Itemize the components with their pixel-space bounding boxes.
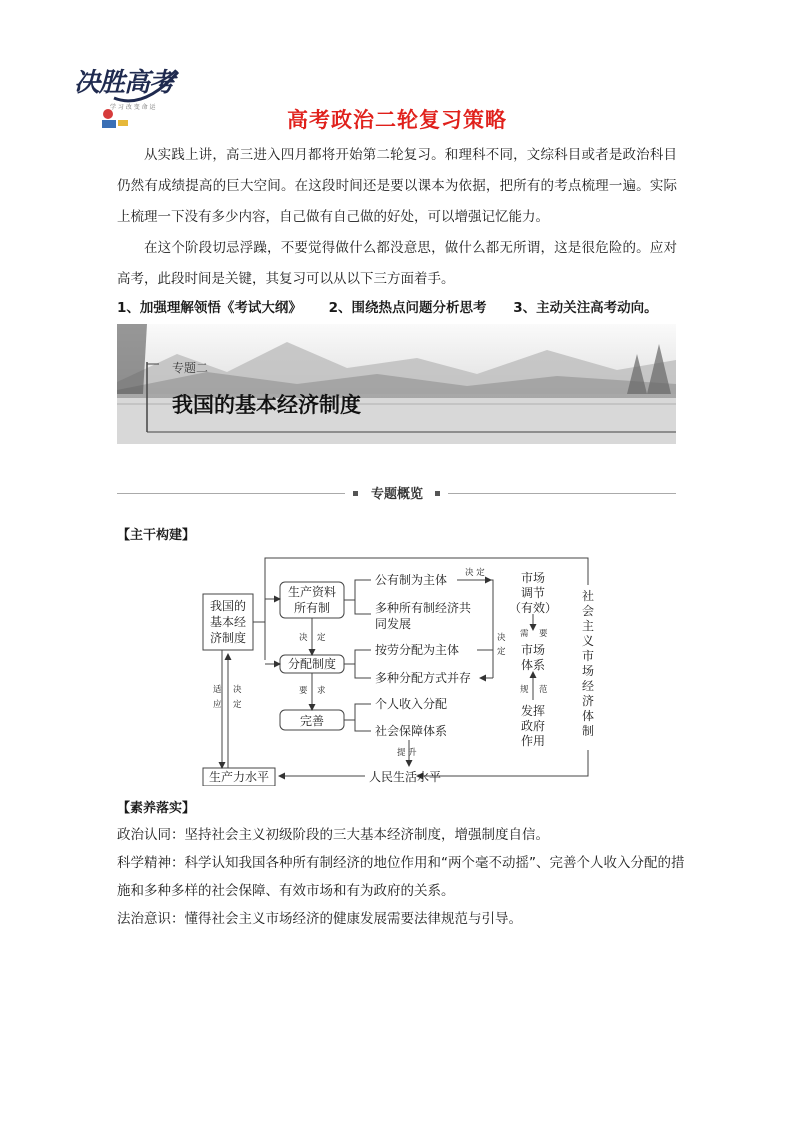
banner-title: 我国的基本经济制度 <box>172 393 361 417</box>
logo-subtext: 学 习 改 变 命 运 <box>110 104 156 111</box>
relation-label: 决 <box>233 685 242 695</box>
relation-label: 应 <box>213 700 222 710</box>
relation-label: 定 <box>317 633 326 643</box>
socialist-market-char: 制 <box>581 724 595 738</box>
overview-divider <box>117 483 676 505</box>
section-heading-literacy: 【素养落实】 <box>117 801 196 816</box>
basic-system-line: 我国的 <box>209 599 247 613</box>
divider-dot <box>353 491 358 496</box>
labor-distribution-label: 按劳分配为主体 <box>375 643 460 657</box>
market-regulation-line: （有效） <box>508 601 558 615</box>
socialist-market-char: 会 <box>581 604 595 618</box>
socialist-market-char: 体 <box>581 709 595 723</box>
public-ownership-label: 公有制为主体 <box>375 573 448 587</box>
overview-label: 专题概览 <box>370 487 423 502</box>
market-system-line: 体系 <box>520 658 546 672</box>
relation-label: 定 <box>233 700 242 710</box>
method-item: 3、主动关注高考动向。 <box>513 300 658 316</box>
socialist-market-char: 义 <box>581 634 595 648</box>
divider-line <box>117 493 345 494</box>
literacy-item: 法治意识：懂得社会主义市场经济的健康发展需要法律规范与引导。 <box>117 911 522 927</box>
review-methods <box>117 296 687 316</box>
method-item: 1、加强理解领悟《考试大纲》 <box>117 300 302 316</box>
perfect-label: 完善 <box>299 714 325 728</box>
relation-label: 提 升 <box>397 748 417 758</box>
relation-label: 范 <box>539 685 548 695</box>
divider-dot <box>435 491 440 496</box>
living-standard-label: 人民生活水平 <box>369 770 442 784</box>
socialist-market-char: 市 <box>581 649 595 663</box>
relation-label: 要 <box>299 686 308 696</box>
method-item: 2、围绕热点问题分析思考 <box>328 300 487 316</box>
relation-label: 求 <box>317 686 326 696</box>
multiple-ownership-line: 多种所有制经济共 <box>375 601 472 615</box>
social-security-label: 社会保障体系 <box>375 724 448 738</box>
market-regulation-line: 调节 <box>520 586 546 600</box>
relation-label: 需 <box>520 629 529 639</box>
relation-label: 决 <box>299 633 308 643</box>
socialist-market-char: 社 <box>581 589 595 603</box>
means-line: 所有制 <box>293 601 331 615</box>
government-line: 发挥 <box>520 704 546 718</box>
divider-line <box>448 493 676 494</box>
topic-banner <box>117 324 676 444</box>
relation-label: 决 <box>497 633 506 643</box>
landscape-image <box>117 324 676 444</box>
basic-system-line: 济制度 <box>209 631 247 645</box>
literacy-item: 科学精神：科学认知我国各种所有制经济的地位作用和“两个毫不动摇”、完善个人收入分配的措施和多种多样的社会保障、有效市场和有为政府的关系。 <box>117 855 685 899</box>
page-title: 高考政治二轮复习策略 <box>287 108 507 132</box>
market-system-line: 市场 <box>520 643 546 657</box>
relation-label: 决 定 <box>465 568 485 578</box>
socialist-market-char: 济 <box>581 694 595 708</box>
logo-text: 决胜高考 <box>74 68 175 98</box>
relation-label: 适 <box>213 685 222 695</box>
government-line: 政府 <box>520 719 546 733</box>
socialist-market-char: 主 <box>581 619 595 633</box>
socialist-market-char: 场 <box>581 664 595 678</box>
relation-label: 定 <box>497 647 506 657</box>
basic-system-line: 基本经 <box>209 615 247 629</box>
banner-subtitle: 专题二 <box>172 361 209 375</box>
distribution-label: 分配制度 <box>287 657 337 671</box>
literacy-item: 政治认同：坚持社会主义初级阶段的三大基本经济制度，增强制度自信。 <box>117 827 549 843</box>
income-distribution-label: 个人收入分配 <box>375 697 448 711</box>
socialist-market-char: 经 <box>581 679 595 693</box>
intro-paragraph-1: 从实践上讲，高三进入四月都将开始第二轮复习。和理科不同，文综科目或者是政治科目仍然有成绩提高的巨大空间。在这段时间还是要以课本为依据，把所有的考点梳理一遍。实际上梳理一下没有多少内容，自己做有自己做的好处，可以增强记忆能力。 <box>117 147 677 225</box>
section-heading-main: 【主干构建】 <box>117 528 196 543</box>
multi-distribution-label: 多种分配方式并存 <box>375 671 472 685</box>
market-regulation-line: 市场 <box>520 571 546 585</box>
concept-diagram <box>195 550 600 786</box>
relation-label: 规 <box>520 685 529 695</box>
intro-paragraph-2: 在这个阶段切忌浮躁，不要觉得做什么都没意思，做什么都无所谓，这是很危险的。应对高考，此段时间是关键，其复习可以从以下三方面着手。 <box>117 240 677 287</box>
productivity-label: 生产力水平 <box>208 770 270 784</box>
multiple-ownership-line: 同发展 <box>375 617 412 631</box>
means-line: 生产资料 <box>287 585 337 599</box>
government-line: 作用 <box>520 734 546 748</box>
relation-label: 要 <box>539 629 548 639</box>
